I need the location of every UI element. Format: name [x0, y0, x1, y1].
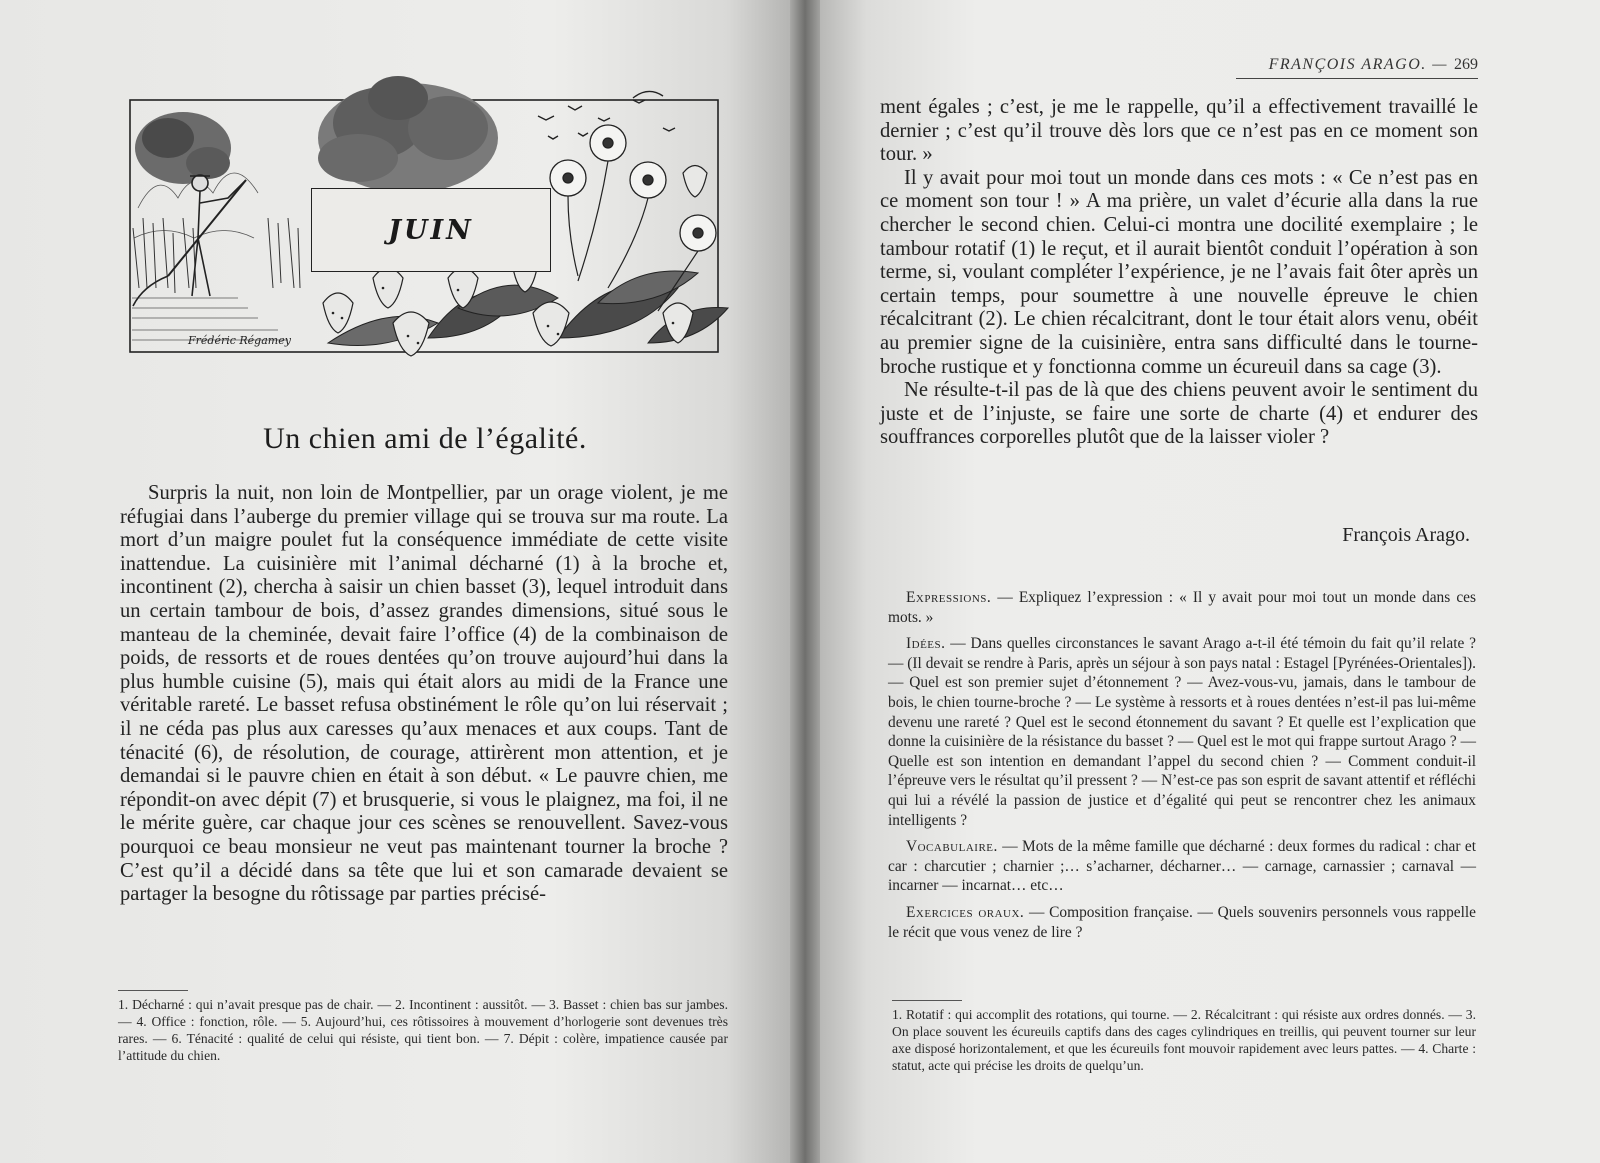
footnote-divider: [118, 990, 188, 991]
exercise-label: Vocabulaire.: [906, 838, 998, 856]
right-body-text: [880, 96, 1478, 450]
paragraph: Il y avait pour moi tout un monde dans ces mots : « Ce n’est pas en ce moment son tour ! » A ma prière, un valet d’écurie alla dans la rue chercher le second chien. Celui-ci montra une docilité exemplaire ; le tambour rotatif (1) le reçut, et il aurait bientôt conduit l’opération à son terme, si, voulant compléter l’expérience, je ne l’avais fait ôter après un certain temps, pour soumettre à une nouvelle épreuve le chien récalcitrant (2). Le chien récalcitrant, dont le tour était alors venu, obéit au premier signe de la cuisinière, entra sans difficulté dans le tourne-broche rustique et y fonctionna comme un écureuil dans sa cage (3).: [880, 166, 1478, 378]
exercise-label: Exercices oraux.: [906, 903, 1025, 921]
paragraph: ment égales ; c’est, je me le rappelle, qu’il a effectivement travaillé le dernier ; c’est qu’il trouve dès lors que ce n’est pas en ce moment son tour. »: [880, 96, 1478, 166]
exercise-label: Idées.: [906, 635, 946, 653]
exercise-idees: [888, 634, 1476, 830]
exercise-text: — Composition française. — Quels souvenirs personnels vous rappelle le récit que vous venez de lire ?: [888, 903, 1476, 941]
running-head-rule: [1236, 78, 1478, 79]
running-head-title: FRANÇOIS ARAGO. —: [1268, 56, 1448, 73]
author-signature: François Arago.: [1342, 524, 1470, 546]
artist-signature: Frédéric Régamey: [188, 334, 291, 347]
chapter-title: Un chien ami de l’égalité.: [263, 422, 587, 455]
exercise-expressions: [888, 588, 1476, 627]
running-head: [1150, 56, 1478, 74]
june-illustration: [128, 68, 748, 362]
exercise-oraux: [888, 903, 1476, 942]
paragraph: Surpris la nuit, non loin de Montpellier, par un orage violent, je me réfugiai dans l’auberge du premier village qui se trouva sur ma route. La mort d’un maigre poulet fut la conséquence immédiate de cette visite inattendue. La cuisinière mit l’animal décharné (1) à la broche et, incontinent (2), chercha à saisir un chien basset (3), lequel introduit dans un certain tambour de bois, d’assez grandes dimensions, situé sous le manteau de la cheminée, devait faire l’office (4) de la combinaison de poids, de ressorts et de roues dentées qu’on trouve aujourd’hui dans la plus humble cuisine (5), mais qui était alors au midi de la France une véritable rareté. Le basset refusa obstinément le rôle qu’on lui réservait ; il ne céda pas plus aux caresses qu’aux menaces et aux coups. Tant de ténacité (6), de résolution, de courage, attirèrent mon attention, et je demandai si le pauvre chien en était à son début. « Le pauvre chien, me répondit-on avec dépit (7) et brusquerie, si vous le plaignez, ma foi, il ne le mérite guère, car chaque jour ces scènes se renouvellent. Savez-vous pourquoi ce beau monsieur ne veut pas maintenant tourner la broche ? C’est qu’il a décidé dans sa tête que lui et son camarade devaient se partager la besogne du rôtissage par parties précisé-: [120, 482, 728, 906]
exercise-vocabulaire: [888, 837, 1476, 896]
exercise-label: Expressions.: [906, 589, 992, 606]
left-footnotes: 1. Décharné : qui n’avait presque pas de chair. — 2. Incontinent : aussitôt. — 3. Basset : chien bas sur jambes. — 4. Office : fonction, rôle. — 5. Aujourd’hui, ces rôtissoires à mouvement d’horlogerie sont devenues très rares. — 6. Ténacité : qualité de celui qui résiste, qui tient bon. — 7. Dépit : colère, impatience causée par l’attitude du chien.: [118, 997, 728, 1063]
exercise-text: — Mots de la même famille que décharné : deux formes du radical : char et car : charcutier ; charnier ;… s’acharner, décharner… — carnage, carnassier ; carnaval — incarner — incarnat… etc…: [888, 838, 1476, 895]
book-gutter: [790, 0, 820, 1163]
month-label: JUIN: [388, 214, 474, 246]
page-number: 269: [1454, 56, 1478, 73]
right-footnotes: 1. Rotatif : qui accomplit des rotations, qui tourne. — 2. Récalcitrant : qui résiste aux ordres donnés. — 3. On place souvent les écureuils captifs dans des cages cylindriques en treillis, qui peuvent tourner sur leur axe disposé horizontalement, et que les écureuils font mouvoir rapidement avec leurs pattes. — 4. Charte : statut, acte qui précise les droits de quelqu’un.: [892, 1007, 1476, 1073]
left-body-text: [120, 482, 728, 907]
footnote-divider: [892, 1000, 962, 1001]
exercises-section: [888, 588, 1476, 949]
month-panel: [311, 188, 551, 272]
exercise-text: — Dans quelles circonstances le savant Arago a-t-il été témoin du fait qu’il relate ? — (Il devait se rendre à Paris, après un séjour à son pays natal : Estagel [Pyrénées-Orientales]). — Quel est son premier sujet d’étonnement ? — Avez-vous-vu, jamais, dans le tambour de bois, le chien tourne-broche ? — Le système à ressorts et à roues dentées n’est-il pas lui-même devenu une rareté ? Quel est le second étonnement du savant ? Et quelle est l’explication que donne la cuisinière de la résistance du basset ? — Quel est le mot qui frappe surtout Arago ? — Quelle est son intention en demandant l’appel du second chien ? — Comment conduit-il l’épreuve vers le résultat qu’il pressent ? — N’est-ce pas son esprit de savant attentif et réfléchi qui lui a révélé la passion de justice et d’égalité qui peut se rencontrer chez les animaux intelligents ?: [888, 635, 1476, 829]
left-page: [0, 0, 790, 1163]
paragraph: Ne résulte-t-il pas de là que des chiens peuvent avoir le sentiment du juste et de l’injuste, se faire une sorte de charte (4) et endurer des souffrances corporelles plutôt que de la laisser violer ?: [880, 379, 1478, 449]
exercise-text: — Expliquez l’expression : « Il y avait pour moi tout un monde dans ces mots. »: [888, 589, 1476, 626]
